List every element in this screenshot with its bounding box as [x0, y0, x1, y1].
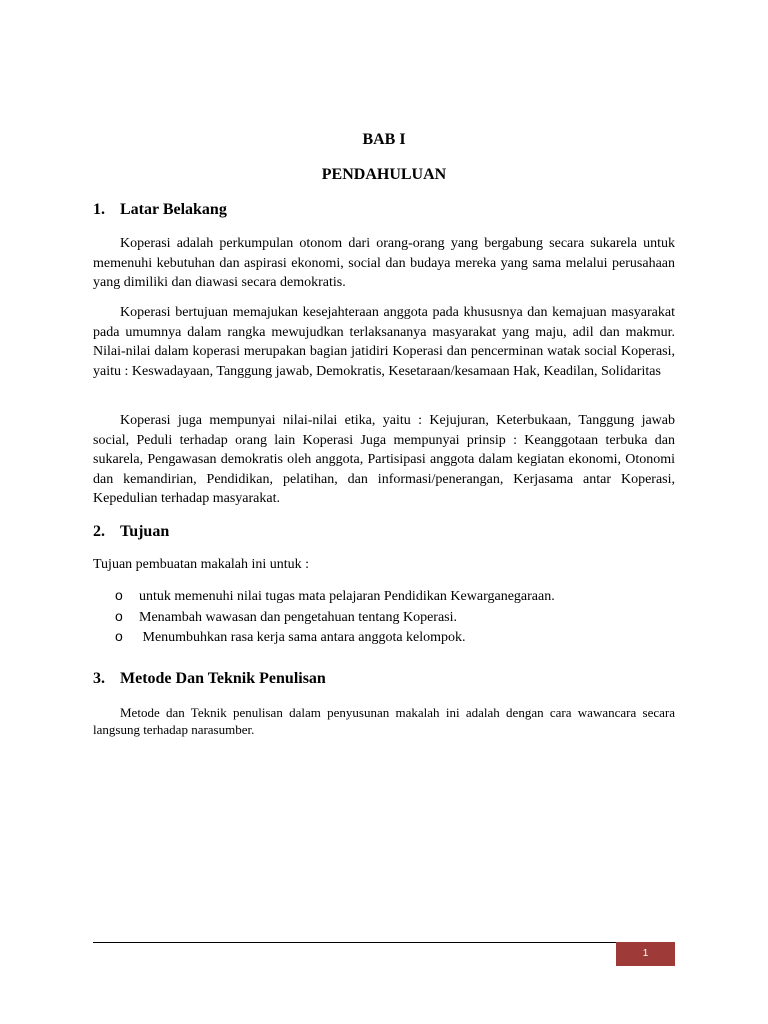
bullet-circle-icon: o	[115, 607, 123, 624]
list-item	[93, 606, 555, 627]
section-number: 2.	[93, 523, 105, 540]
list-item-text: Menumbuhkan rasa kerja sama antara anggota kelompok.	[139, 630, 466, 645]
section-heading-metode	[93, 670, 326, 688]
paragraph-definisi-koperasi: Koperasi adalah perkumpulan otonom dari orang-orang yang bergabung secara sukarela untuk memenuhi kebutuhan dan aspirasi ekonomi, social dan budaya mereka yang sama melalui perusahaan yang dimiliki dan diawasi secara demokratis.	[93, 236, 675, 290]
section-title: Metode Dan Teknik Penulisan	[120, 670, 326, 687]
section-title: Tujuan	[120, 523, 170, 540]
list-item-text: untuk memenuhi nilai tugas mata pelajaran Pendidikan Kewarganegaraan.	[139, 589, 555, 604]
list-item	[93, 626, 555, 647]
paragraph-nilai-etika: Koperasi juga mempunyai nilai-nilai etika, yaitu : Kejujuran, Keterbukaan, Tanggung jawab social, Peduli terhadap orang lain Koperasi Juga mempunyai prinsip : Keanggotaan terbuka dan sukarela, Pengawasan demokratis oleh anggota, Partisipasi anggota dalam kegiatan ekonomi, Otonomi dan kemandirian, Pendidikan, pelatihan, dan informasi/penerangan, Kerjasama antar Koperasi, Kepedulian terhadap masyarakat.	[93, 413, 675, 506]
section-number: 1.	[93, 201, 105, 218]
list-item-text: Menambah wawasan dan pengetahuan tentang Koperasi.	[139, 609, 457, 625]
bullet-circle-icon: o	[115, 587, 123, 603]
section-heading-latar-belakang	[93, 201, 227, 219]
footer-divider	[93, 942, 616, 943]
paragraph-metode: Metode dan Teknik penulisan dalam penyusunan makalah ini adalah dengan cara wawancara secara langsung terhadap narasumber.	[93, 705, 675, 737]
chapter-number: BAB I	[362, 131, 406, 148]
list-item	[93, 585, 555, 606]
page-number-badge: 1	[616, 942, 675, 966]
paragraph-tujuan-koperasi: Koperasi bertujuan memajukan kesejahteraan anggota pada khususnya dan kemajuan masyarakat pada umumnya dalam rangka mewujudkan terlaksananya masyarakat yang maju, adil dan makmur. Nilai-nilai dalam koperasi merupakan bagian jatidiri Koperasi dan pencerminan watak social Koperasi, yaitu : Keswadayaan, Tanggung jawab, Demokratis, Kesetaraan/kesamaan Hak, Keadilan, Solidaritas	[93, 305, 675, 379]
bullet-circle-icon: o	[115, 628, 123, 644]
section-heading-tujuan	[93, 523, 169, 541]
chapter-title: PENDAHULUAN	[321, 166, 447, 183]
tujuan-bullet-list	[93, 585, 555, 647]
tujuan-intro: Tujuan pembuatan makalah ini untuk :	[93, 557, 310, 572]
section-title: Latar Belakang	[120, 201, 227, 218]
section-number: 3.	[93, 670, 105, 687]
